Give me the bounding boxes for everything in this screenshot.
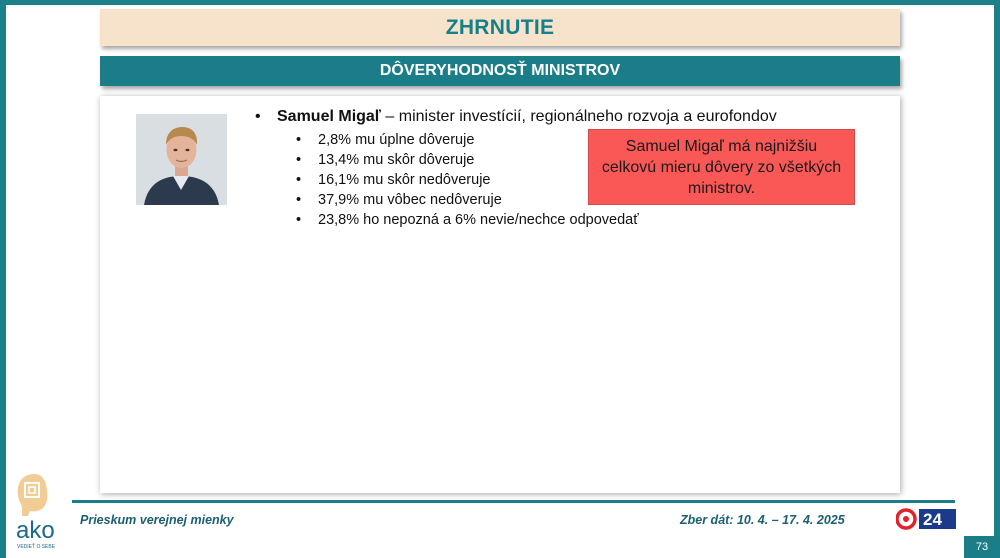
page-title: ZHRNUTIE <box>445 15 555 39</box>
bullet-icon: • <box>296 152 302 168</box>
person-portrait-icon <box>136 114 227 205</box>
list-item: • 2,8% mu úplne dôveruje <box>296 132 475 148</box>
minister-role: – minister investícií, regionálneho rozvoja a eurofondov <box>380 108 777 125</box>
minister-name: Samuel Migaľ <box>277 108 381 125</box>
ako-logo-text: ako <box>16 517 55 544</box>
content-panel <box>100 96 900 493</box>
ako-logo <box>12 470 72 552</box>
bullet-icon: • <box>296 172 302 188</box>
footer-survey-label: Prieskum verejnej mienky <box>80 513 234 527</box>
list-item: • 23,8% ho nepozná a 6% nevie/nechce odpovedať <box>296 212 639 228</box>
minister-photo <box>136 114 227 205</box>
tv-logo-text: 24 <box>923 510 942 529</box>
bullet-icon: • <box>255 108 261 125</box>
frame-right-border <box>994 0 1000 558</box>
bullet-icon: • <box>296 132 302 148</box>
callout-box <box>588 129 855 205</box>
tv-24-logo <box>896 507 958 531</box>
frame-left-border <box>0 0 6 558</box>
list-item: • 37,9% mu vôbec nedôveruje <box>296 192 502 208</box>
footer-collection-date: Zber dát: 10. 4. – 17. 4. 2025 <box>680 513 845 527</box>
bullet-icon: • <box>296 212 302 228</box>
title-bar <box>100 9 900 46</box>
minister-bullet <box>255 108 777 126</box>
list-item: • 16,1% mu skôr nedôveruje <box>296 172 491 188</box>
bullet-icon: • <box>296 192 302 208</box>
frame-top-border <box>0 0 1000 5</box>
ako-tagline: VEDIEŤ O SEBE <box>17 544 56 550</box>
callout-text: Samuel Migaľ má najnižšiu celkovú mieru dôvery zo všetkých ministrov. <box>601 137 842 197</box>
page-number: 73 <box>964 536 1000 558</box>
section-title: DÔVERYHODNOSŤ MINISTROV <box>379 62 621 79</box>
subtitle-bar <box>100 56 900 86</box>
footer-divider <box>72 500 955 503</box>
list-item: • 13,4% mu skôr dôveruje <box>296 152 475 168</box>
